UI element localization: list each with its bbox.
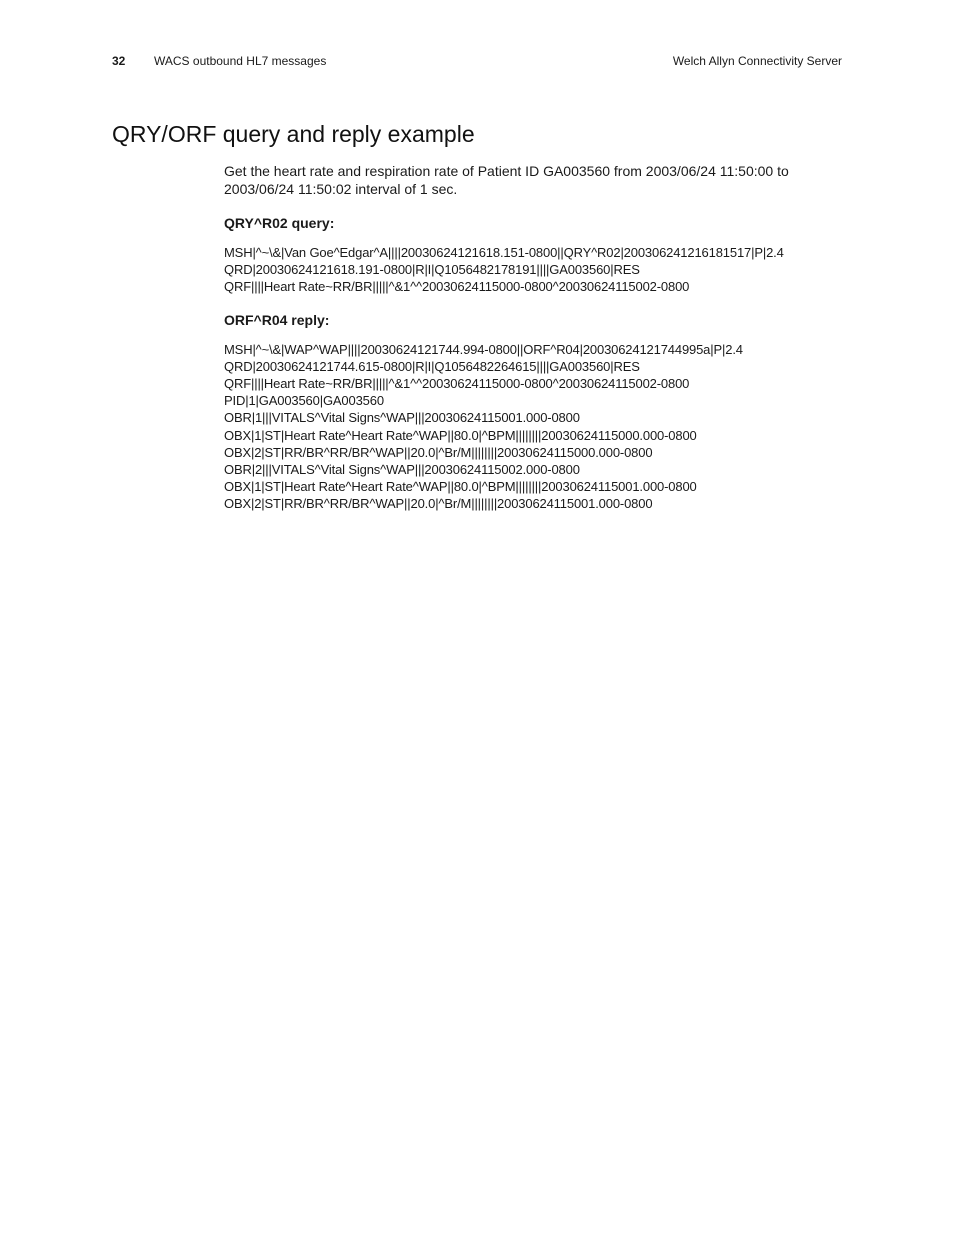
hl7-segment-line: OBX|2|ST|RR/BR^RR/BR^WAP||20.0|^Br/M||||||||20030624115001.000-0800: [224, 496, 653, 512]
chapter-title: WACS outbound HL7 messages: [154, 54, 327, 68]
query-heading: QRY^R02 query:: [224, 215, 335, 231]
page-number: 32: [112, 54, 126, 68]
hl7-segment-line: QRD|20030624121744.615-0800|R|I|Q1056482264615||||GA003560|RES: [224, 358, 640, 374]
hl7-segment-line: OBX|1|ST|Heart Rate^Heart Rate^WAP||80.0|^BPM||||||||20030624115001.000-0800: [224, 479, 697, 495]
hl7-segment-line: OBR|1|||VITALS^Vital Signs^WAP|||20030624115001.000-0800: [224, 410, 580, 426]
hl7-segment-line: OBR|2|||VITALS^Vital Signs^WAP|||20030624115002.000-0800: [224, 462, 580, 478]
product-name: Welch Allyn Connectivity Server: [672, 54, 842, 68]
hl7-segment-line: OBX|1|ST|Heart Rate^Heart Rate^WAP||80.0|^BPM||||||||20030624115000.000-0800: [224, 427, 697, 443]
content-body: [224, 162, 846, 513]
running-header: [112, 53, 842, 69]
intro-paragraph: Get the heart rate and respiration rate of Patient ID GA003560 from 2003/06/24 11:50:00 to 2003/06/24 11:50:02 interval of 1 sec.: [224, 163, 789, 197]
hl7-segment-line: QRF||||Heart Rate~RR/BR|||||^&1^^20030624115000-0800^20030624115002-0800: [224, 376, 690, 392]
hl7-segment-line: QRD|20030624121618.191-0800|R|I|Q1056482178191||||GA003560|RES: [224, 262, 640, 278]
hl7-segment-line: OBX|2|ST|RR/BR^RR/BR^WAP||20.0|^Br/M||||||||20030624115000.000-0800: [224, 444, 653, 460]
hl7-segment-line: MSH|^~\&|Van Goe^Edgar^A||||20030624121618.151-0800||QRY^R02|200306241216181517|P|2.4: [224, 245, 784, 260]
section-heading: QRY/ORF query and reply example: [112, 121, 475, 147]
hl7-segment-line: QRF||||Heart Rate~RR/BR|||||^&1^^20030624115000-0800^20030624115002-0800: [224, 279, 690, 295]
hl7-segment-line: PID|1|GA003560|GA003560: [224, 393, 384, 409]
reply-message-block: [224, 341, 846, 513]
query-message-block: [224, 244, 846, 296]
reply-heading: ORF^R04 reply:: [224, 311, 330, 328]
hl7-segment-line: MSH|^~\&|WAP^WAP||||20030624121744.994-0800||ORF^R04|20030624121744995a|P|2.4: [224, 341, 743, 357]
